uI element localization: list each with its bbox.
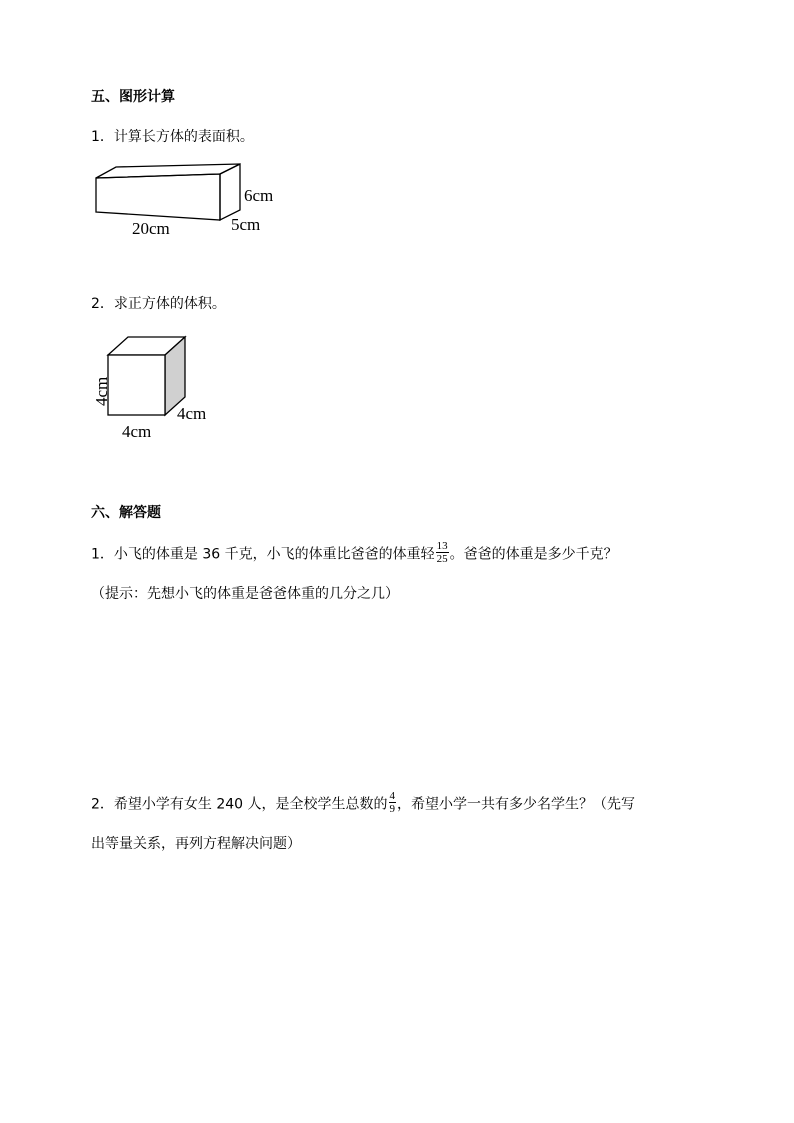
cuboid-height-label: 6cm: [244, 186, 274, 205]
problem-1-before: 1．小飞的体重是 36 千克，小飞的体重比爸爸的体重轻: [91, 546, 435, 563]
section-title-figure-calculation: 五、图形计算: [91, 89, 175, 105]
question-2-prompt: 2．求正方体的体积。: [91, 296, 226, 312]
cuboid-length-label: 20cm: [132, 219, 170, 238]
problem-1-fraction: [436, 540, 449, 565]
problem-1-hint: （提示：先想小飞的体重是爸爸体重的几分之几）: [91, 586, 399, 602]
cuboid-width-label: 5cm: [231, 215, 261, 234]
cube-drawing: [108, 337, 185, 415]
cuboid-front-face: [96, 174, 220, 220]
section-title-word-problems: 六、解答题: [91, 505, 161, 521]
question-1-prompt: 1．计算长方体的表面积。: [91, 129, 254, 145]
cube-side-label: 4cm: [92, 376, 111, 406]
cuboid-side-face: [220, 164, 240, 220]
fraction-denominator: 9: [389, 803, 396, 815]
cube-bottom-label: 4cm: [122, 422, 152, 441]
fraction-denominator: 25: [436, 553, 448, 565]
problem-2-fraction: [389, 790, 397, 815]
cube-front-face: [108, 355, 165, 415]
fraction-numerator: 13: [436, 540, 448, 552]
problem-2-after: ，希望小学一共有多少名学生？（先写: [397, 796, 636, 813]
problem-1-text: [91, 542, 618, 567]
cube-right-label: 4cm: [177, 404, 207, 423]
fraction-numerator: 4: [389, 790, 396, 802]
problem-2-before: 2．希望小学有女生 240 人，是全校学生总数的: [91, 796, 388, 813]
cuboid-drawing: [96, 164, 240, 220]
problem-1-after: 。爸爸的体重是多少千克？: [449, 546, 618, 563]
problem-2-text: [91, 792, 635, 817]
problem-2-line-2: 出等量关系，再列方程解决问题）: [91, 836, 301, 852]
